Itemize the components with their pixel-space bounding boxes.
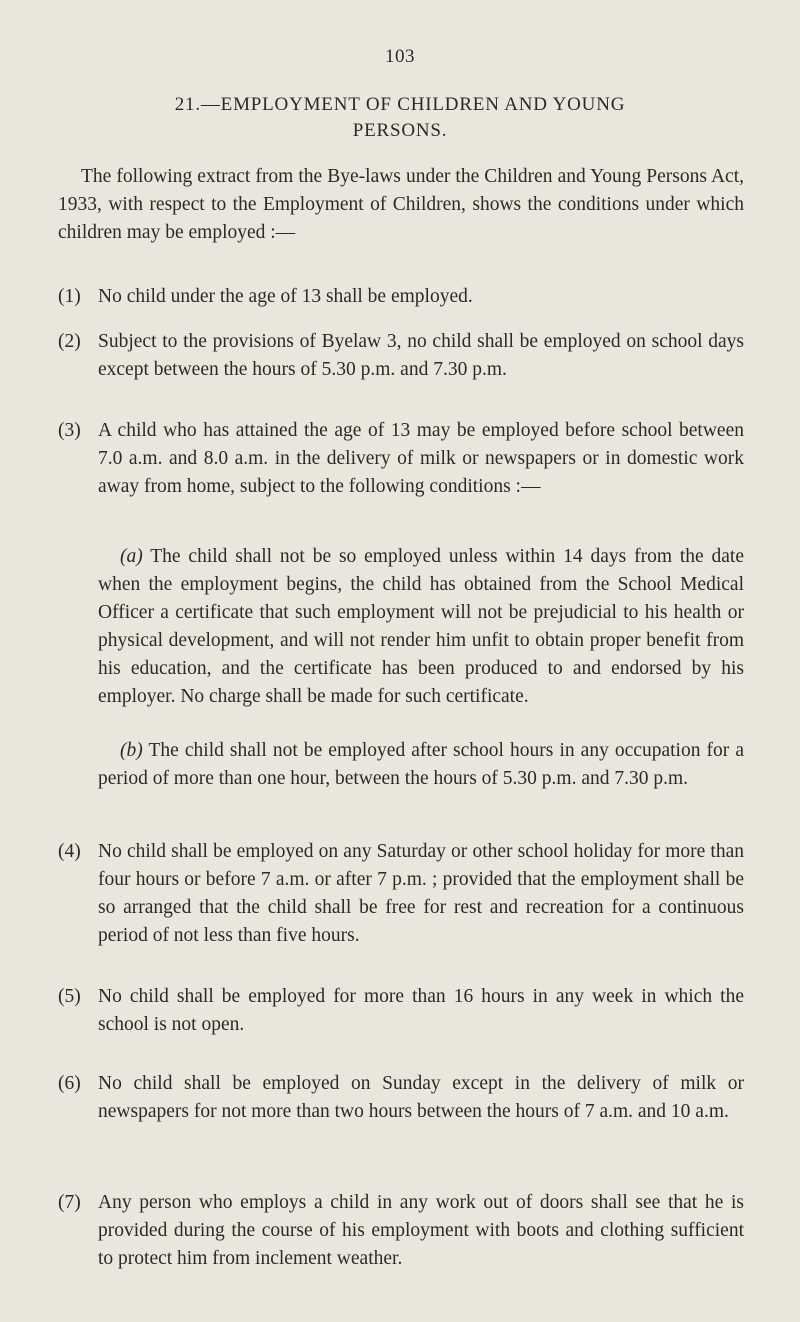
list-item-2 (58, 328, 744, 384)
page-number: 103 (385, 46, 415, 67)
intro-paragraph: The following extract from the Bye-laws under the Children and Young Persons Act, 1933, with respect to the Employment of Children, shows the conditions under which children may be employed :— (58, 166, 744, 243)
sub-item-b (98, 737, 744, 793)
item-text: No child shall be employed on any Saturday or other school holiday for more than four hours or before 7 a.m. or after 7 p.m. ; provided that the employment shall be so arranged that the child shall be free for rest and recreation for a continuous period of not less than five hours. (98, 841, 744, 946)
item-number: (1) (58, 286, 81, 307)
heading-line-1: 21.—EMPLOYMENT OF CHILDREN AND YOUNG (174, 94, 626, 115)
sub-item-text: The child shall not be so employed unless within 14 days from the date when the employment begins, the child has obtained from the School Medical Officer a certificate that such employment will not be prejudicial to his health or physical development, and will not render him unfit to obtain proper benefit from his education, and the certificate has been produced to and endorsed by his employer. No charge shall be made for such certificate. (98, 546, 744, 707)
item-number: (5) (58, 986, 81, 1007)
heading-line-2: PERSONS. (352, 120, 448, 141)
item-text: Any person who employs a child in any work out of doors shall see that he is provided during the course of his employment with boots and clothing sufficient to protect him from inclement weather. (98, 1192, 744, 1269)
sub-item-letter: (b) (120, 740, 143, 761)
item-text: No child under the age of 13 shall be employed. (98, 286, 473, 307)
item-number: (2) (58, 331, 81, 352)
list-item-6 (58, 1070, 744, 1126)
item-number: (4) (58, 841, 81, 862)
list-item-7 (58, 1189, 744, 1273)
section-heading (150, 92, 650, 144)
item-text: A child who has attained the age of 13 may be employed before school between 7.0 a.m. and 8.0 a.m. in the delivery of milk or newspapers or in domestic work away from home, subject to the following conditions :— (98, 420, 744, 497)
item-text: No child shall be employed on Sunday except in the delivery of milk or newspapers for not more than two hours between the hours of 7 a.m. and 10 a.m. (98, 1073, 744, 1122)
item-number: (3) (58, 420, 81, 441)
list-item-5 (58, 983, 744, 1039)
sub-item-a (98, 543, 744, 711)
list-item-1 (58, 283, 744, 311)
item-text: No child shall be employed for more than 16 hours in any week in which the school is not open. (98, 986, 744, 1035)
sub-item-letter: (a) (120, 546, 143, 567)
item-number: (6) (58, 1073, 81, 1094)
sub-item-text: The child shall not be employed after school hours in any occupation for a period of more than one hour, between the hours of 5.30 p.m. and 7.30 p.m. (98, 740, 744, 789)
list-item-3 (58, 417, 744, 501)
list-item-4 (58, 838, 744, 950)
item-number: (7) (58, 1192, 81, 1213)
item-text: Subject to the provisions of Byelaw 3, no child shall be employed on school days except between the hours of 5.30 p.m. and 7.30 p.m. (98, 331, 744, 380)
